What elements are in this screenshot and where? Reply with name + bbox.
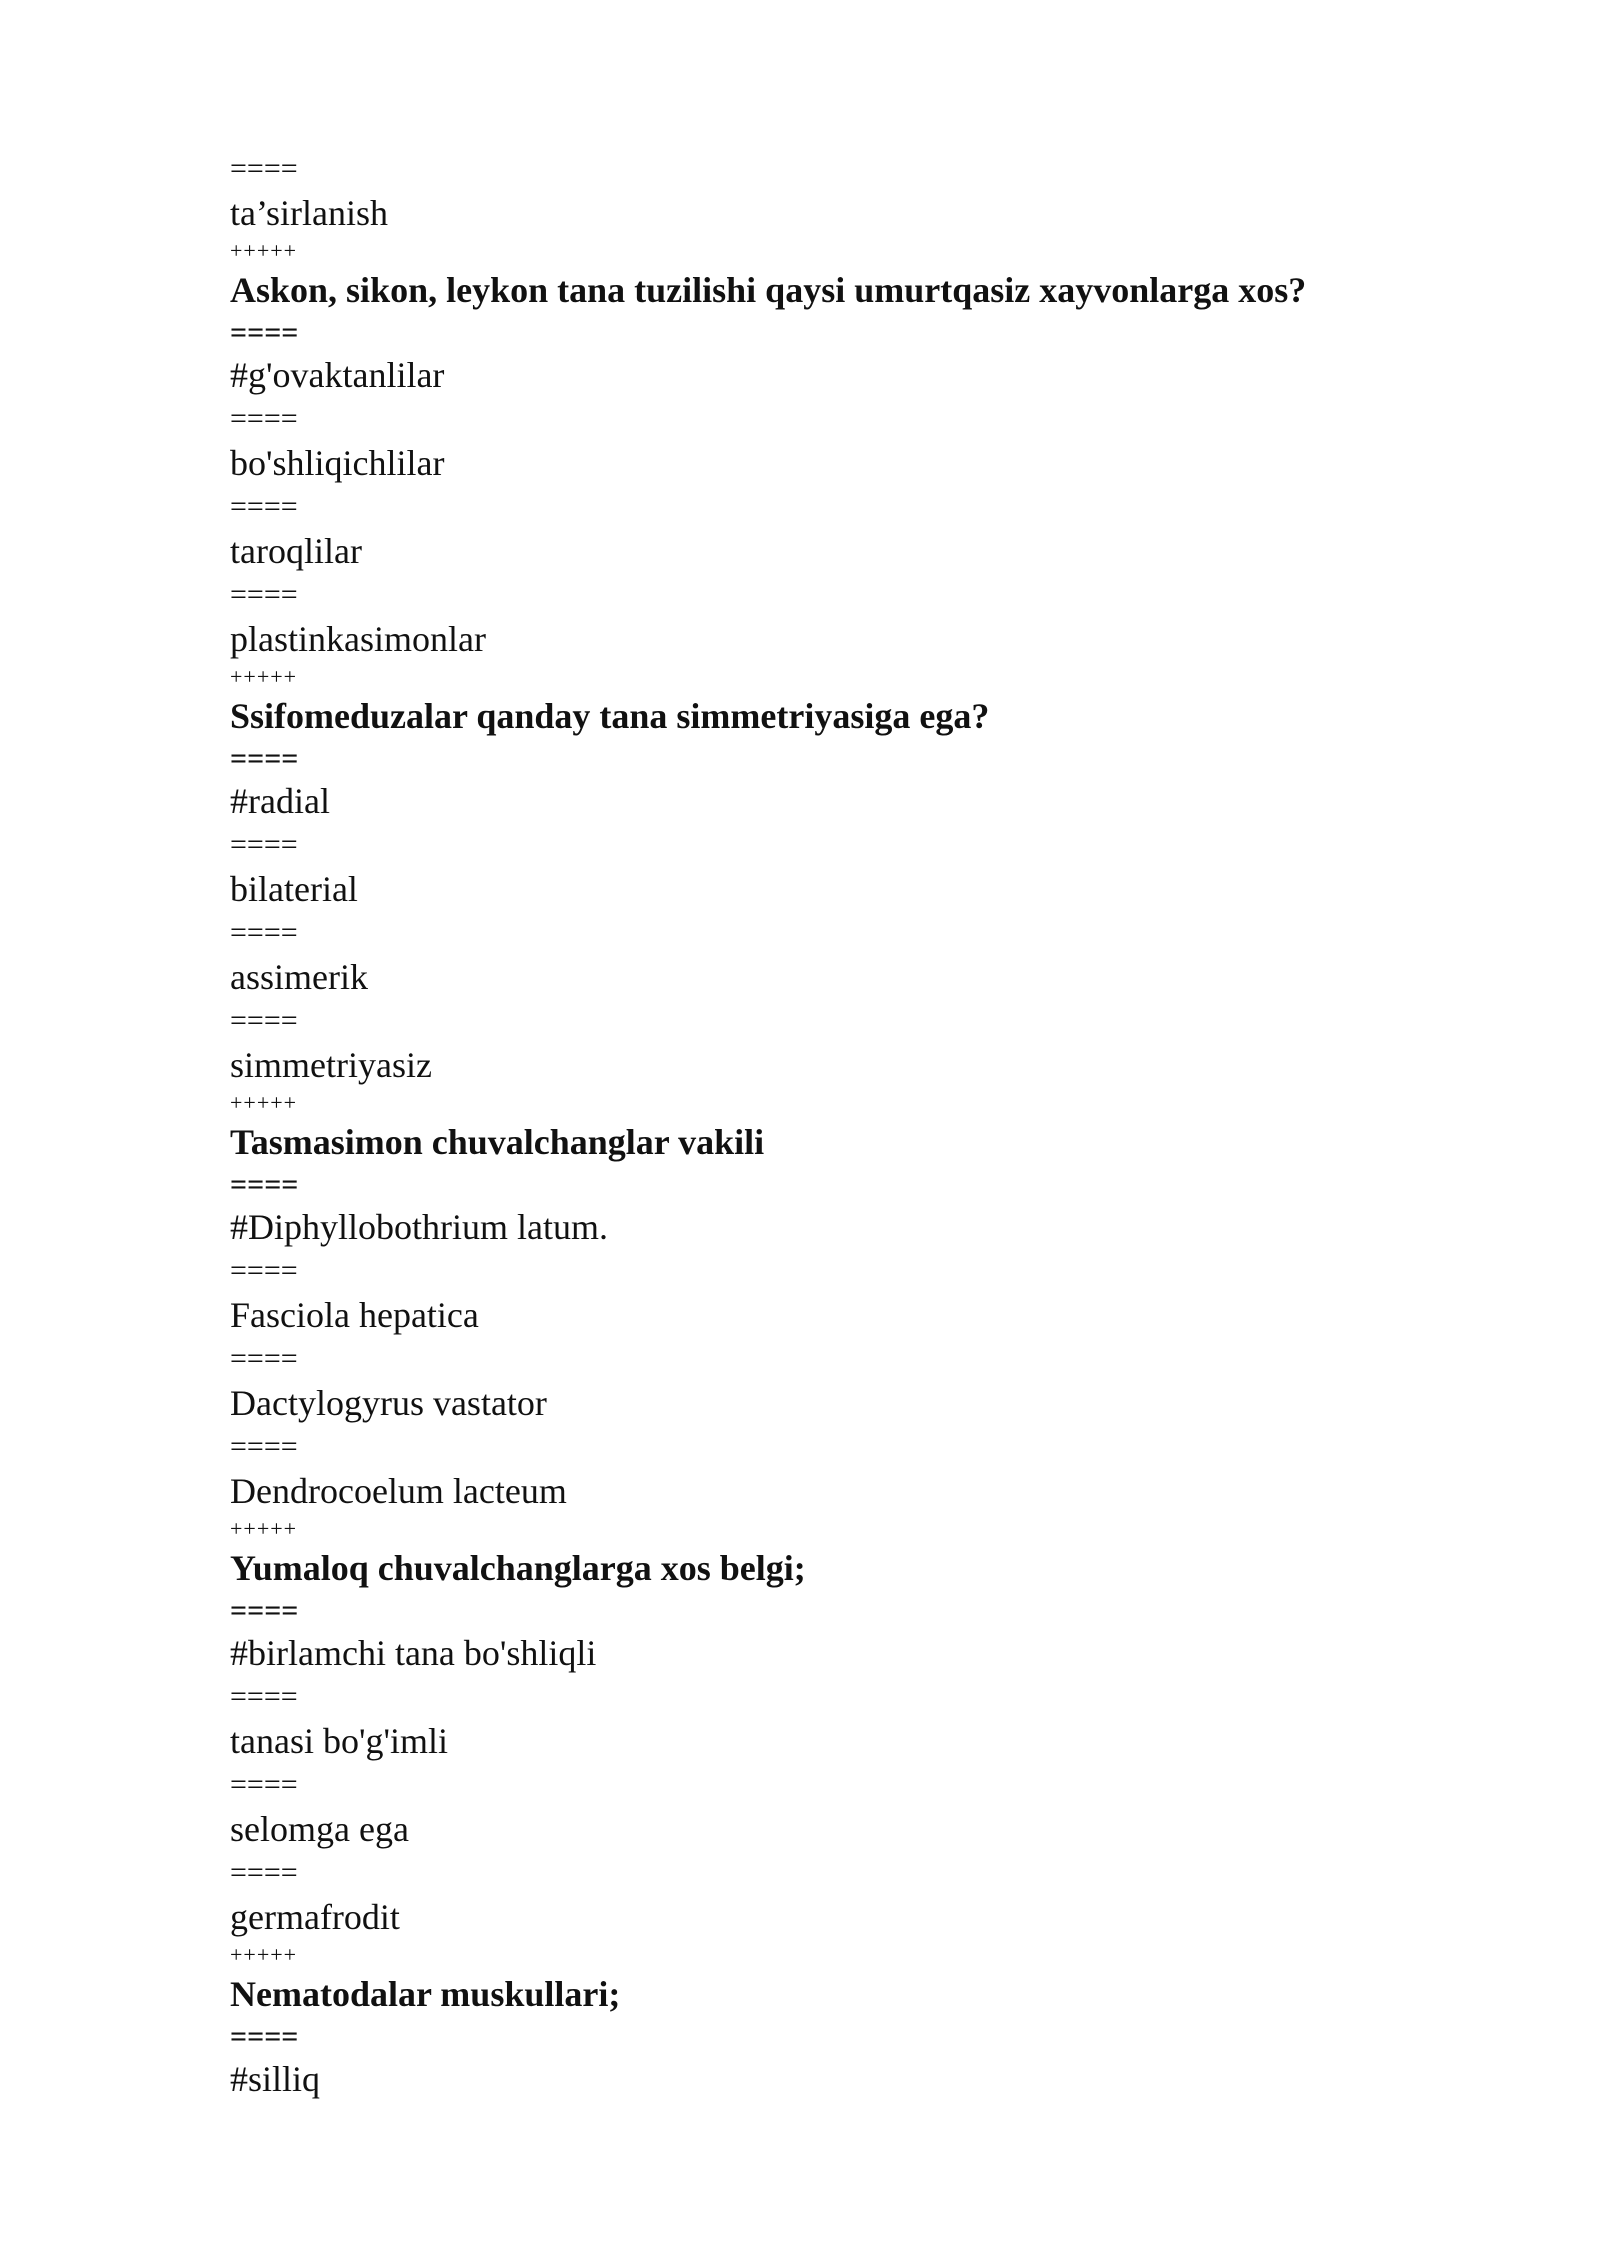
answer-option: taroqlilar	[230, 531, 362, 571]
question-divider: +++++	[230, 1090, 298, 1115]
question-title: Nematodalar muskullari;	[230, 1974, 621, 2014]
answer-option: bo'shliqichlilar	[230, 443, 445, 483]
answer-option: Dactylogyrus vastator	[230, 1383, 547, 1423]
answer-option: Dendrocoelum lacteum	[230, 1471, 567, 1511]
answer-option: ta’sirlanish	[230, 193, 388, 233]
question-divider: +++++	[230, 1942, 298, 1967]
separator: ====	[230, 1430, 298, 1463]
separator: ====	[230, 316, 299, 349]
answer-option: plastinkasimonlar	[230, 619, 486, 659]
separator: ====	[230, 578, 298, 611]
answer-option: assimerik	[230, 957, 368, 997]
question-title: Tasmasimon chuvalchanglar vakili	[230, 1122, 765, 1162]
separator: ====	[230, 2020, 299, 2053]
separator: ====	[230, 152, 298, 185]
separator: ====	[230, 1004, 298, 1037]
separator: ====	[230, 1254, 298, 1287]
answer-option-correct: #birlamchi tana bo'shliqli	[230, 1633, 597, 1673]
question-divider: +++++	[230, 664, 298, 689]
question-divider: +++++	[230, 238, 298, 263]
separator: ====	[230, 916, 298, 949]
answer-option: germafrodit	[230, 1897, 400, 1937]
separator: ====	[230, 828, 298, 861]
separator: ====	[230, 1168, 299, 1201]
separator: ====	[230, 1594, 299, 1627]
answer-option: selomga ega	[230, 1809, 409, 1849]
question-title: Yumaloq chuvalchanglarga xos belgi;	[230, 1548, 806, 1588]
answer-option-correct: #silliq	[230, 2059, 321, 2099]
question-title: Ssifomeduzalar qanday tana simmetriyasiga ega?	[230, 696, 990, 736]
question-divider: +++++	[230, 1516, 298, 1541]
answer-option: tanasi bo'g'imli	[230, 1721, 448, 1761]
separator: ====	[230, 742, 299, 775]
answer-option: bilaterial	[230, 869, 358, 909]
separator: ====	[230, 1680, 298, 1713]
answer-option-correct: #g'ovaktanlilar	[230, 355, 445, 395]
question-title: Askon, sikon, leykon tana tuzilishi qaysi umurtqasiz xayvonlarga xos?	[230, 270, 1307, 310]
answer-option-correct: #Diphyllobothrium latum.	[230, 1207, 608, 1247]
separator: ====	[230, 1856, 298, 1889]
answer-option: simmetriyasiz	[230, 1045, 432, 1085]
document-body	[230, 150, 1430, 2104]
answer-option: Fasciola hepatica	[230, 1295, 479, 1335]
separator: ====	[230, 402, 298, 435]
separator: ====	[230, 1768, 298, 1801]
answer-option-correct: #radial	[230, 781, 330, 821]
separator: ====	[230, 1342, 298, 1375]
separator: ====	[230, 490, 298, 523]
